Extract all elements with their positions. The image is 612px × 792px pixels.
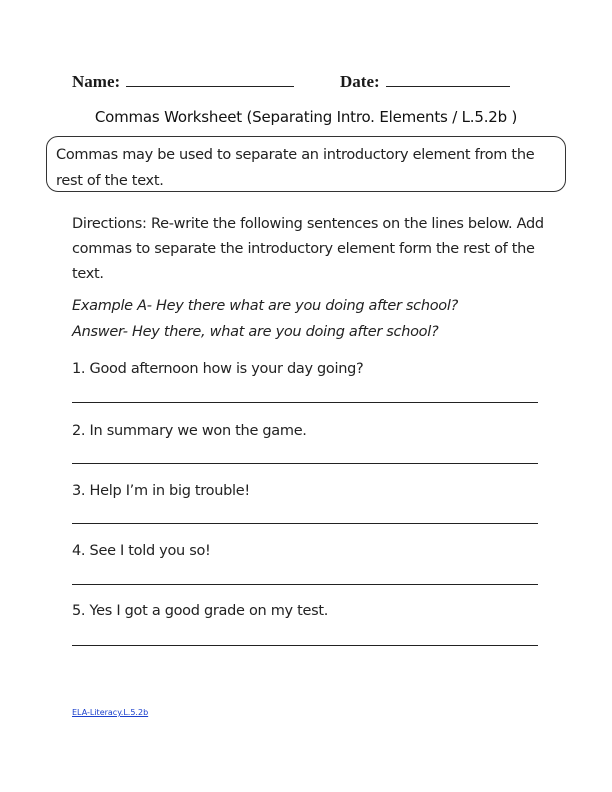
question-3: 3. Help I’m in big trouble! [72, 483, 250, 499]
answer-line-4 [72, 584, 538, 585]
name-field [72, 72, 294, 92]
directions-text: Directions: Re-write the following sentences on the lines below. Add commas to separate the introductory element form the rest of the text. [72, 216, 544, 282]
example-answer: Answer- Hey there, what are you doing after school? [72, 324, 439, 340]
date-blank-line [386, 72, 510, 87]
question-2: 2. In summary we won the game. [72, 423, 307, 439]
question-1: 1. Good afternoon how is your day going? [72, 361, 364, 377]
example-question: Example A- Hey there what are you doing after school? [72, 298, 458, 314]
rule-box: Commas may be used to separate an introductory element from the rest of the text. [46, 136, 566, 192]
answer-line-5 [72, 645, 538, 646]
date-field [340, 72, 510, 92]
name-label: Name: [72, 72, 121, 91]
answer-line-3 [72, 523, 538, 524]
question-4: 4. See I told you so! [72, 543, 211, 559]
answer-line-2 [72, 463, 538, 464]
name-blank-line [126, 72, 294, 87]
date-label: Date: [340, 72, 380, 91]
question-5: 5. Yes I got a good grade on my test. [72, 603, 329, 619]
worksheet-title: Commas Worksheet (Separating Intro. Elements / L.5.2b ) [94, 108, 518, 126]
answer-line-1 [72, 402, 538, 403]
standard-link[interactable]: ELA-Literacy.L.5.2b [72, 708, 149, 717]
